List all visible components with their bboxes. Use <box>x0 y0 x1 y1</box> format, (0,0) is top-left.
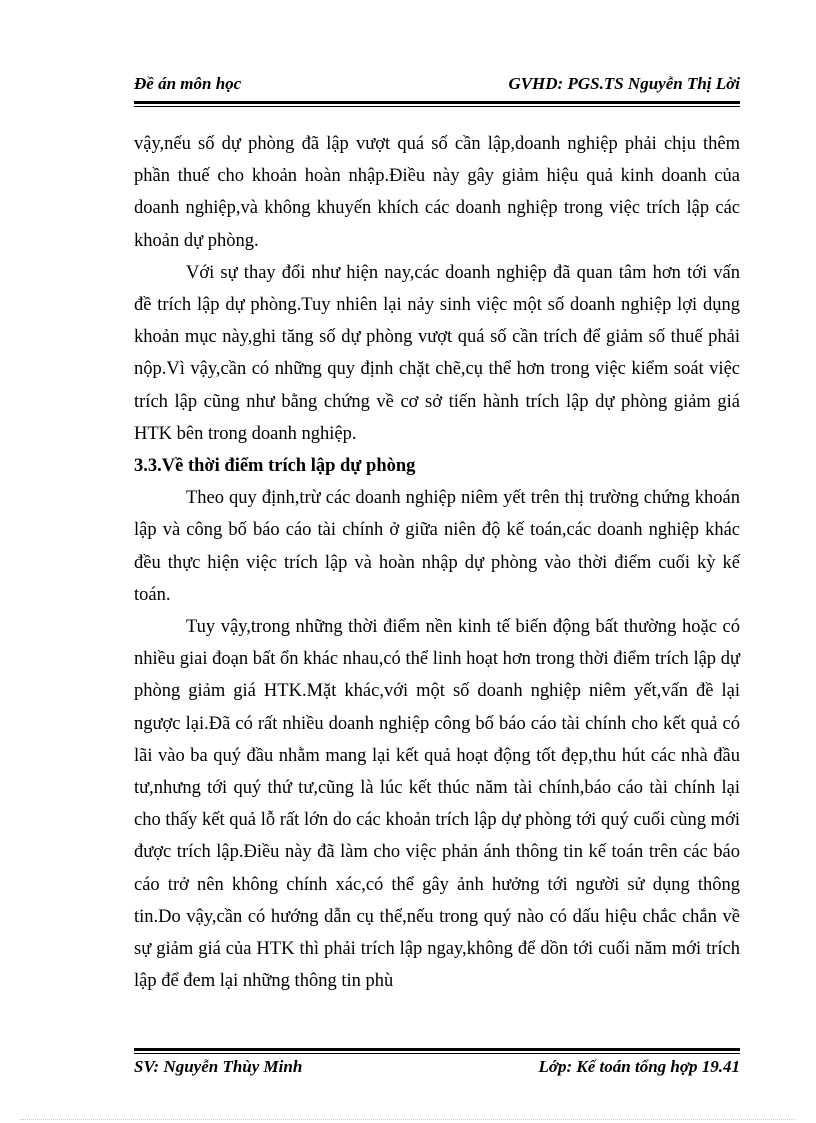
header-course-title: Đề án môn học <box>134 74 242 93</box>
section-heading: 3.3.Về thời điểm trích lập dự phòng <box>134 456 416 477</box>
page-header <box>134 72 740 96</box>
page-footer <box>134 1055 740 1079</box>
paragraph-4: Tuy vậy,trong những thời điểm nền kinh tế biến động bất thường hoặc có nhiều giai đoạn bất ổn khác nhau,có thể linh hoạt hơn trong thời điểm trích lập dự phòng giảm giá HTK.Mặt khác,với một số doanh nghiệp niêm yết,vấn đề lại ngược lại.Đã có rất nhiều doanh nghiệp công bố báo cáo tài chính cho kết quả có lãi vào ba quý đầu nhằm mang lại kết quả hoạt động tốt đẹp,thu hút các nhà đầu tư,nhưng tới quý thứ tư,cũng là lúc kết thúc năm tài chính,báo cáo tài chính lại cho thấy kết quả lỗ rất lớn do các khoản trích lập dự phòng tới quý cuối cùng mới được trích lập.Điều này đã làm cho việc phản ánh thông tin kế toán trên các báo cáo trở nên không chính xác,có thể gây ảnh hưởng tới người sử dụng thông tin.Do vậy,cần có hướng dẫn cụ thể,nếu trong quý nào có dấu hiệu chắc chắn về sự giảm giá của HTK thì phải trích lập ngay,không để dồn tới cuối năm mới trích lập để đem lại những thông tin phù <box>134 617 740 992</box>
footer-student-name: SV: Nguyễn Thùy Minh <box>134 1057 303 1076</box>
page-bottom-border <box>20 1119 796 1120</box>
paragraph-2: Với sự thay đổi như hiện nay,các doanh nghiệp đã quan tâm hơn tới vấn đề trích lập dự phòng.Tuy nhiên lại nảy sinh việc một số doanh nghiệp lợi dụng khoản mục này,ghi tăng số dự phòng vượt quá số cần trích để giảm số thuế phải nộp.Vì vậy,cần có những quy định chặt chẽ,cụ thể hơn trong việc kiểm soát việc trích lập cũng như bằng chứng về cơ sở tiến hành trích lập dự phòng giảm giá HTK bên trong doanh nghiệp. <box>134 262 740 444</box>
paragraph-1: vậy,nếu số dự phòng đã lập vượt quá số cần lập,doanh nghiệp phải chịu thêm phần thuế cho khoản hoàn nhập.Điều này gây giảm hiệu quả kinh doanh của doanh nghiệp,và không khuyến khích các doanh nghiệp trong việc trích lập các khoản dự phòng. <box>134 134 740 251</box>
header-rule <box>134 101 740 104</box>
footer-rule <box>134 1048 740 1051</box>
header-rule-thin <box>134 106 740 107</box>
body-text <box>134 128 740 997</box>
footer-rule-thin <box>134 1053 740 1054</box>
paragraph-3: Theo quy định,trừ các doanh nghiệp niêm yết trên thị trường chứng khoán lập và công bố báo cáo tài chính ở giữa niên độ kế toán,các doanh nghiệp khác đều thực hiện việc trích lập và hoàn nhập dự phòng vào thời điểm cuối kỳ kế toán. <box>134 488 740 605</box>
footer-class-name: Lớp: Kế toán tổng hợp 19.41 <box>538 1057 740 1076</box>
header-supervisor: GVHD: PGS.TS Nguyễn Thị Lời <box>508 74 740 93</box>
